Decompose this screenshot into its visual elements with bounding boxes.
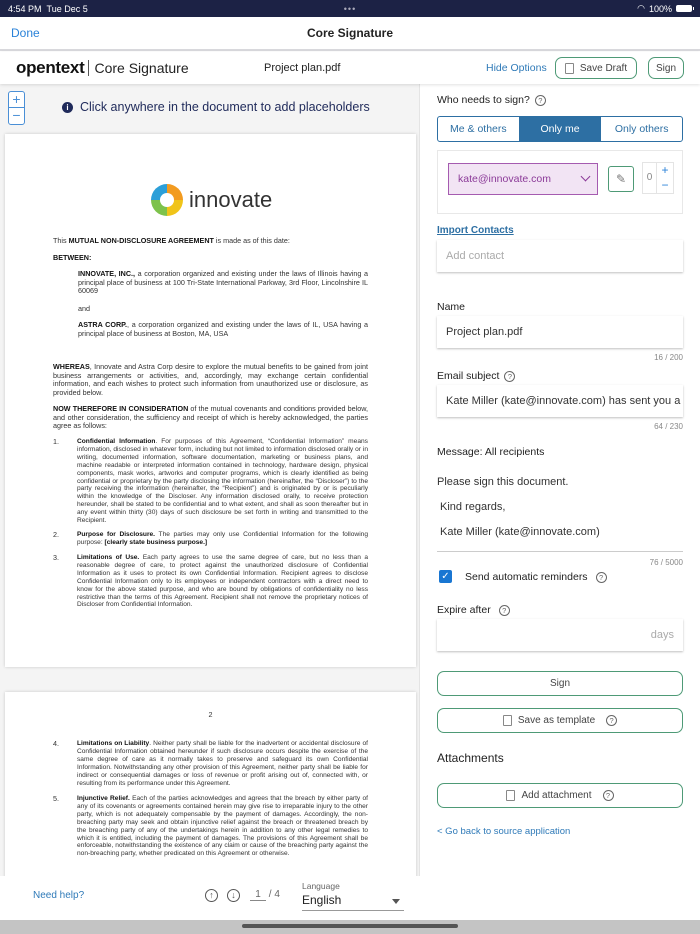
add-contact-input[interactable]: Add contact bbox=[437, 240, 683, 272]
message-line[interactable]: Kind regards, bbox=[440, 501, 506, 513]
page-input[interactable]: 1 bbox=[250, 889, 266, 901]
party-2: ASTRA CORP., a corporation organized and existing under the laws of IL, USA having a principal place of business at Boston, MA, USA bbox=[78, 320, 369, 338]
help-icon[interactable]: ? bbox=[596, 572, 607, 583]
message-label: Message: All recipients bbox=[437, 446, 545, 458]
status-bar bbox=[0, 0, 700, 17]
segment-me-and-others[interactable]: Me & others bbox=[438, 117, 520, 141]
reminders-checkbox[interactable]: ✓ bbox=[439, 570, 452, 583]
nav-bar bbox=[0, 17, 700, 51]
name-label: Name bbox=[437, 301, 466, 313]
zoom-control bbox=[8, 91, 25, 125]
increment-button[interactable]: + bbox=[661, 163, 669, 177]
clause-4: Limitations on Liability. Neither party shall be liable for the inadvertent or accidental disclosure of Confidential Information obtained hereunder if such disclosure occurs despite the exercise of the same degree of care as it normally takes to preserve and safeguard its own Confidential Information. Notwithstanding any other provision of this Agreement, neither party shall be liable for indirect or consequential damages or loss of revenue or profit arising out of, connected with, or resulting from its performance under this Agreement. bbox=[77, 740, 368, 787]
opentext-logo bbox=[16, 58, 189, 78]
help-icon[interactable]: ? bbox=[499, 605, 510, 616]
add-file-icon bbox=[506, 790, 515, 801]
segment-only-me[interactable]: Only me bbox=[520, 117, 602, 141]
who-signs-label: Who needs to sign? ? bbox=[437, 94, 546, 106]
page-indicator bbox=[250, 889, 280, 901]
clause-1: Confidential Information. For purposes of this Agreement, “Confidential Information” means information, disclosed in whatever form, including but not limited to information disclosed orally or in writing, documented information, software documentation, marketing or business plans, and machine readable or interpreted information contained in technology, hardware design, physical components, mask works, artworks and computer programs, which is clearly identified as being confidential or proprietary by the party disclosing the information (hereinafter, the “Discloser”) to the party receiving the information (hereinafter, the “Recipient”) and is originated by or is peculiarly within the knowledge of the Discloser. Any information disclosed orally, to receive protection hereunder, shall be stated to be confidential and to what extent, and shall as soon thereafter but in any event within thirty (30) days of such disclosure be set forth in writing and transmitted to the Recipient. bbox=[77, 438, 368, 525]
signature-pen-button[interactable] bbox=[608, 166, 634, 192]
add-attachment-label: Add attachment bbox=[521, 790, 592, 801]
clause-3: Limitations of Use. Each party agrees to use the same degree of care, but no less than a reasonable degree of care, to protect against the unauthorized disclosure of Confidential Information as it uses to protect its own Confidential Information. Recipient agrees to disclose Confidential Information only to its employees or independent contractors with a direct need to know for the above stated purpose, and who are bound by obligations of confidentiality no less restrictive than the terms of this Agreement. Recipient shall not remove the proprietary notices of Discloser from Confidential Information. bbox=[77, 554, 368, 609]
and-text: and bbox=[78, 304, 90, 313]
template-label: Save as template bbox=[517, 715, 596, 726]
placeholder-hint bbox=[62, 100, 370, 114]
next-page-icon[interactable]: ↓ bbox=[227, 889, 240, 902]
zoom-in-button[interactable]: + bbox=[9, 92, 24, 108]
logo-divider bbox=[88, 60, 89, 76]
decrement-button[interactable]: − bbox=[661, 178, 669, 192]
expire-label: Expire after ? bbox=[437, 604, 510, 616]
save-draft-button[interactable] bbox=[555, 57, 637, 79]
segment-only-others[interactable]: Only others bbox=[614, 123, 669, 135]
home-indicator[interactable] bbox=[242, 924, 458, 928]
hide-options-link[interactable]: Hide Options bbox=[486, 62, 547, 74]
signer-email: kate@innovate.com bbox=[458, 173, 551, 185]
signer-mode-segmented bbox=[437, 116, 683, 142]
pen-icon: ✎ bbox=[615, 172, 627, 186]
clause-5: Injunctive Relief. Each of the parties acknowledges and agrees that the breach by either party of any of its covenants or agreements contained herein may give rise to irreparable injury to the other party, which is not adequately compensable by the payment of damages. Accordingly, the non-breaching party may seek and obtain injunctive relief against the breach or threatened breach by the breaching party of any of the undertakings herein in addition to any other legal remedies to which it is entitled, including the payment of damages. The provisions of this Agreement shall be enforceable, notwithstanding the existence of any claim or cause of the breaching party against the non-breaching party, whether predicated on this Agreement or otherwise. bbox=[77, 795, 368, 858]
document-page-2[interactable] bbox=[5, 692, 416, 876]
document-page-1[interactable] bbox=[5, 134, 416, 667]
info-icon: i bbox=[62, 102, 73, 113]
save-as-template-button[interactable] bbox=[437, 708, 683, 733]
help-icon[interactable]: ? bbox=[504, 371, 515, 382]
message-line[interactable]: Please sign this document. bbox=[437, 476, 569, 488]
import-contacts-link[interactable]: Import Contacts bbox=[437, 225, 514, 236]
add-attachment-button[interactable] bbox=[437, 783, 683, 808]
order-value: 0 bbox=[643, 163, 657, 193]
done-button[interactable]: Done bbox=[11, 26, 40, 40]
clause-number: 3. bbox=[53, 553, 59, 562]
intro-line: This MUTUAL NON-DISCLOSURE AGREEMENT is made as of this date: bbox=[53, 236, 290, 245]
clause-number: 2. bbox=[53, 530, 59, 539]
between-label: BETWEEN: bbox=[53, 253, 92, 262]
battery-level: 100% bbox=[648, 3, 672, 14]
chevron-down-icon bbox=[581, 172, 591, 182]
signing-order-stepper bbox=[642, 162, 674, 194]
options-panel bbox=[421, 84, 700, 920]
clause-number: 5. bbox=[53, 794, 59, 803]
multitask-dots[interactable]: ••• bbox=[343, 3, 357, 14]
message-counter: 76 / 5000 bbox=[649, 558, 683, 567]
signer-email-select[interactable] bbox=[448, 163, 598, 195]
swirl-logo-icon bbox=[151, 184, 183, 216]
back-to-source-link[interactable]: < Go back to source application bbox=[437, 826, 571, 837]
help-icon[interactable]: ? bbox=[606, 715, 617, 726]
subject-counter: 64 / 230 bbox=[654, 422, 683, 431]
message-underline bbox=[437, 551, 683, 552]
name-input[interactable]: Project plan.pdf bbox=[437, 316, 683, 348]
clause-number: 1. bbox=[53, 437, 59, 446]
app-header bbox=[0, 52, 700, 84]
expire-days-input[interactable]: days bbox=[437, 619, 683, 651]
page-total: / 4 bbox=[268, 889, 280, 900]
dropdown-caret-icon bbox=[392, 899, 400, 904]
wifi-icon: ◠ bbox=[637, 3, 645, 13]
status-date: Tue Dec 5 bbox=[46, 3, 88, 14]
innovate-logo bbox=[151, 184, 272, 216]
status-time: 4:54 PM bbox=[8, 3, 42, 14]
email-subject-input[interactable]: Kate Miller (kate@innovate.com) has sent you a bbox=[437, 385, 683, 417]
home-indicator-bar bbox=[0, 920, 700, 934]
battery-icon bbox=[676, 5, 692, 12]
reminders-label: Send automatic reminders ? bbox=[465, 571, 607, 583]
file-name: Project plan.pdf bbox=[264, 62, 341, 74]
logo-word: innovate bbox=[189, 187, 273, 212]
save-icon bbox=[565, 63, 574, 74]
hint-text: Click anywhere in the document to add placeholders bbox=[80, 100, 370, 114]
name-counter: 16 / 200 bbox=[654, 353, 683, 362]
zoom-out-button[interactable]: − bbox=[12, 107, 21, 123]
document-pane[interactable] bbox=[0, 84, 420, 876]
sign-button[interactable] bbox=[437, 671, 683, 696]
help-icon[interactable]: ? bbox=[535, 95, 546, 106]
logo-brand: opentext bbox=[16, 58, 85, 77]
language-value: English bbox=[302, 893, 342, 907]
sign-header-button[interactable] bbox=[648, 57, 684, 79]
language-select[interactable] bbox=[302, 881, 404, 911]
template-icon bbox=[503, 715, 512, 726]
clause-2: Purpose for Disclosure. The parties may only use Confidential Information for the following purpose: [clearly state business purpose.] bbox=[77, 531, 368, 546]
previous-page-icon[interactable]: ↑ bbox=[205, 889, 218, 902]
help-icon[interactable]: ? bbox=[603, 790, 614, 801]
language-label: Language bbox=[302, 881, 340, 891]
signer-row bbox=[437, 150, 683, 214]
document-footer bbox=[0, 876, 420, 920]
whereas-paragraph: WHEREAS, Innovate and Astra Corp desire to explore the mutual benefits to be gained from joint business arrangements or activities, and, accordingly, may exchange certain confidential information, and each wishes to protect such information from unauthorized use or disclosure, as provided below. bbox=[53, 362, 368, 397]
page-number: 2 bbox=[208, 710, 213, 719]
attachments-heading: Attachments bbox=[437, 751, 504, 765]
sign-label: Sign bbox=[549, 678, 570, 689]
message-line[interactable]: Kate Miller (kate@innovate.com) bbox=[440, 526, 600, 538]
email-subject-label: Email subject ? bbox=[437, 370, 515, 382]
now-therefore-paragraph: NOW THEREFORE IN CONSIDERATION of the mutual covenants and conditions provided below, and other consideration, the sufficiency and receipt of which is hereby acknowledged, the parties agree as follows: bbox=[53, 404, 368, 430]
logo-product: Core Signature bbox=[94, 60, 189, 76]
nav-title: Core Signature bbox=[306, 26, 393, 40]
clause-number: 4. bbox=[53, 739, 59, 748]
save-draft-label: Save Draft bbox=[579, 62, 628, 74]
need-help-link[interactable]: Need help? bbox=[33, 890, 85, 901]
sign-header-label: Sign bbox=[655, 62, 676, 74]
party-1: INNOVATE, INC., a corporation organized and existing under the laws of Illinois having a principal place of business at 100 Tri-State International Parkway, 3rd Floor, Lincolnshire IL 60069 bbox=[78, 269, 369, 295]
